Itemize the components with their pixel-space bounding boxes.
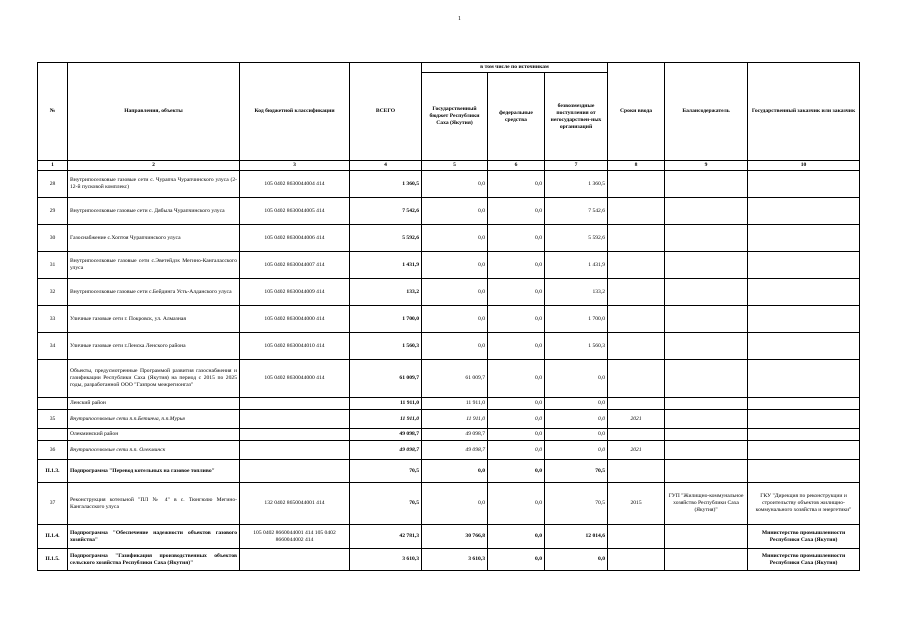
row-total: 1 360,5 bbox=[350, 171, 422, 198]
table-row bbox=[38, 333, 860, 360]
header-no: № bbox=[38, 63, 68, 161]
row-holder bbox=[665, 360, 748, 398]
row-number bbox=[38, 360, 68, 398]
row-number bbox=[38, 398, 68, 410]
row-code bbox=[240, 441, 350, 460]
row-total: 5 592,6 bbox=[350, 225, 422, 252]
row-customer bbox=[748, 306, 860, 333]
row-customer bbox=[748, 171, 860, 198]
table-row bbox=[38, 225, 860, 252]
column-number: 3 bbox=[240, 161, 350, 171]
table-row bbox=[38, 483, 860, 525]
column-number: 2 bbox=[68, 161, 240, 171]
row-holder bbox=[665, 171, 748, 198]
row-name: Подпрограмма "Газификация производственных объектов сельского хозяйства Республики Саха (Якутия)" bbox=[68, 549, 240, 571]
row-terms bbox=[608, 252, 665, 279]
row-holder bbox=[665, 279, 748, 306]
row-name: Внутрипоселковые газовые сети с. Чурапча Чурапчинского улуса (2-12-й пусковой комплекс) bbox=[68, 171, 240, 198]
page-mark: 1 bbox=[458, 16, 461, 22]
row-federal: 0,0 bbox=[488, 525, 545, 549]
header-holder: Балансодержатель bbox=[665, 63, 748, 161]
budget-table bbox=[37, 62, 860, 571]
row-terms bbox=[608, 198, 665, 225]
header-customer: Государственный заказчик или заказчик bbox=[748, 63, 860, 161]
row-name: Подпрограмма "Перевод котельных на газовое топливо" bbox=[68, 460, 240, 483]
row-gratuitous: 0,0 bbox=[545, 360, 608, 398]
row-customer bbox=[748, 398, 860, 410]
row-total: 11 911,0 bbox=[350, 410, 422, 429]
column-number: 4 bbox=[350, 161, 422, 171]
row-number bbox=[38, 429, 68, 441]
row-code bbox=[240, 460, 350, 483]
row-terms bbox=[608, 525, 665, 549]
row-customer bbox=[748, 410, 860, 429]
table-row bbox=[38, 441, 860, 460]
row-holder bbox=[665, 333, 748, 360]
row-code: 105 0402 8630044005 414 bbox=[240, 198, 350, 225]
row-customer bbox=[748, 279, 860, 306]
row-state-budget: 0,0 bbox=[422, 252, 488, 279]
table-row bbox=[38, 360, 860, 398]
row-federal: 0,0 bbox=[488, 171, 545, 198]
row-terms bbox=[608, 225, 665, 252]
table-row bbox=[38, 171, 860, 198]
row-federal: 0,0 bbox=[488, 441, 545, 460]
row-terms bbox=[608, 306, 665, 333]
table-row bbox=[38, 306, 860, 333]
row-customer bbox=[748, 333, 860, 360]
row-total: 49 098,7 bbox=[350, 429, 422, 441]
row-gratuitous: 1 360,5 bbox=[545, 171, 608, 198]
row-state-budget: 0,0 bbox=[422, 279, 488, 306]
row-total: 11 911,0 bbox=[350, 398, 422, 410]
row-gratuitous: 12 014,6 bbox=[545, 525, 608, 549]
row-code bbox=[240, 549, 350, 571]
row-name: Внутрипоселковые сети п.п. Олекминск bbox=[68, 441, 240, 460]
row-terms bbox=[608, 460, 665, 483]
row-code: 105 0402 8630044009 414 bbox=[240, 279, 350, 306]
row-code: 105 0402 8630044000 414 bbox=[240, 360, 350, 398]
row-name: Внутрипоселковые газовые сети с.Бейдинга Усть-Алданского улуса bbox=[68, 279, 240, 306]
row-name: Ленский район bbox=[68, 398, 240, 410]
row-code: 105 0402 8630044010 414 bbox=[240, 333, 350, 360]
row-customer bbox=[748, 252, 860, 279]
row-holder bbox=[665, 252, 748, 279]
row-federal: 0,0 bbox=[488, 429, 545, 441]
row-gratuitous: 0,0 bbox=[545, 410, 608, 429]
row-gratuitous: 0,0 bbox=[545, 398, 608, 410]
row-state-budget: 49 098,7 bbox=[422, 441, 488, 460]
row-state-budget: 3 610,3 bbox=[422, 549, 488, 571]
row-federal: 0,0 bbox=[488, 333, 545, 360]
column-number: 5 bbox=[422, 161, 488, 171]
row-federal: 0,0 bbox=[488, 410, 545, 429]
row-customer bbox=[748, 360, 860, 398]
row-total: 70,5 bbox=[350, 483, 422, 525]
row-total: 133,2 bbox=[350, 279, 422, 306]
row-gratuitous: 7 542,6 bbox=[545, 198, 608, 225]
row-terms bbox=[608, 429, 665, 441]
row-total: 1 431,9 bbox=[350, 252, 422, 279]
row-number: 31 bbox=[38, 252, 68, 279]
row-gratuitous: 5 592,6 bbox=[545, 225, 608, 252]
row-federal: 0,0 bbox=[488, 360, 545, 398]
row-holder bbox=[665, 306, 748, 333]
row-federal: 0,0 bbox=[488, 483, 545, 525]
row-state-budget: 30 766,8 bbox=[422, 525, 488, 549]
table-row bbox=[38, 198, 860, 225]
header-terms: Сроки ввода bbox=[608, 63, 665, 161]
row-terms bbox=[608, 398, 665, 410]
row-holder bbox=[665, 429, 748, 441]
row-gratuitous: 0,0 bbox=[545, 441, 608, 460]
row-state-budget: 61 009,7 bbox=[422, 360, 488, 398]
column-number: 6 bbox=[488, 161, 545, 171]
row-terms bbox=[608, 279, 665, 306]
row-code bbox=[240, 410, 350, 429]
row-number: 34 bbox=[38, 333, 68, 360]
table-row bbox=[38, 410, 860, 429]
row-state-budget: 0,0 bbox=[422, 198, 488, 225]
row-code bbox=[240, 398, 350, 410]
row-federal: 0,0 bbox=[488, 252, 545, 279]
row-code: 105 0402 8630044006 414 bbox=[240, 225, 350, 252]
row-name: Внутрипоселковые газовые сети с.Эветейдэх Мегино-Кангаласского улуса bbox=[68, 252, 240, 279]
row-name: Внутрипоселковые газовые сети с. Дябыла Чурапчинского улуса bbox=[68, 198, 240, 225]
header-gratuitous: безвозмездные поступления от негосударствен-ных организаций bbox=[545, 73, 608, 161]
row-holder bbox=[665, 198, 748, 225]
row-customer bbox=[748, 225, 860, 252]
row-number: 37 bbox=[38, 483, 68, 525]
row-state-budget: 11 911,0 bbox=[422, 398, 488, 410]
row-terms: 2015 bbox=[608, 483, 665, 525]
column-number: 8 bbox=[608, 161, 665, 171]
row-name: Газоснабжение с.Хоптоя Чурапчинского улуса bbox=[68, 225, 240, 252]
row-gratuitous: 1 431,9 bbox=[545, 252, 608, 279]
row-customer: ГКУ "Дирекция по реконструкции и строительству объектов жилищно-коммунального хозяйства и энергетики" bbox=[748, 483, 860, 525]
row-holder bbox=[665, 410, 748, 429]
row-code: 105 0402 8630044000 414 bbox=[240, 306, 350, 333]
row-gratuitous: 0,0 bbox=[545, 429, 608, 441]
row-customer bbox=[748, 441, 860, 460]
row-state-budget: 0,0 bbox=[422, 333, 488, 360]
row-holder bbox=[665, 225, 748, 252]
row-total: 3 610,3 bbox=[350, 549, 422, 571]
row-number: 36 bbox=[38, 441, 68, 460]
column-numbers-row bbox=[38, 161, 860, 171]
column-number: 7 bbox=[545, 161, 608, 171]
header-sources: в том числе по источникам bbox=[422, 63, 608, 73]
row-gratuitous: 133,2 bbox=[545, 279, 608, 306]
header-state-budget: Государственный бюджет Республики Саха (Якутия) bbox=[422, 73, 488, 161]
row-total: 1 700,0 bbox=[350, 306, 422, 333]
row-customer bbox=[748, 198, 860, 225]
row-total: 70,5 bbox=[350, 460, 422, 483]
row-federal: 0,0 bbox=[488, 549, 545, 571]
row-terms bbox=[608, 549, 665, 571]
row-federal: 0,0 bbox=[488, 306, 545, 333]
row-name: Уличные газовые сети г.Ленска Ленского района bbox=[68, 333, 240, 360]
table-row bbox=[38, 252, 860, 279]
row-name: Реконструкция котельной "ПЛ № 4" в с. Тюнгюлю Мегино-Кангаласского улуса bbox=[68, 483, 240, 525]
row-number: 30 bbox=[38, 225, 68, 252]
row-state-budget: 0,0 bbox=[422, 460, 488, 483]
row-code bbox=[240, 429, 350, 441]
row-number: II.1.3. bbox=[38, 460, 68, 483]
table-row bbox=[38, 398, 860, 410]
row-number: 35 bbox=[38, 410, 68, 429]
row-code: 132 0402 8650044001 414 bbox=[240, 483, 350, 525]
row-federal: 0,0 bbox=[488, 225, 545, 252]
table-row bbox=[38, 429, 860, 441]
row-state-budget: 0,0 bbox=[422, 483, 488, 525]
header-direction: Направления, объекты bbox=[68, 63, 240, 161]
row-name: Подпрограмма "Обеспечение надежности объектов газового хозяйства" bbox=[68, 525, 240, 549]
row-gratuitous: 1 560,3 bbox=[545, 333, 608, 360]
header-code: Код бюджетной классификации bbox=[240, 63, 350, 161]
row-total: 49 098,7 bbox=[350, 441, 422, 460]
row-holder bbox=[665, 525, 748, 549]
row-federal: 0,0 bbox=[488, 279, 545, 306]
table-body bbox=[38, 171, 860, 571]
row-holder bbox=[665, 398, 748, 410]
row-number: 28 bbox=[38, 171, 68, 198]
row-number: 29 bbox=[38, 198, 68, 225]
row-terms bbox=[608, 333, 665, 360]
row-customer: Министерство промышленности Республики Саха (Якутия) bbox=[748, 549, 860, 571]
row-name: Уличные газовые сети г. Покровск, ул. Алмазная bbox=[68, 306, 240, 333]
row-terms: 2021 bbox=[608, 410, 665, 429]
row-total: 61 009,7 bbox=[350, 360, 422, 398]
row-number: II.1.4. bbox=[38, 525, 68, 549]
row-code: 105 0402 8630044004 414 bbox=[240, 171, 350, 198]
row-state-budget: 0,0 bbox=[422, 306, 488, 333]
row-holder bbox=[665, 549, 748, 571]
row-total: 7 542,6 bbox=[350, 198, 422, 225]
row-gratuitous: 0,0 bbox=[545, 549, 608, 571]
row-state-budget: 11 911,0 bbox=[422, 410, 488, 429]
row-state-budget: 0,0 bbox=[422, 171, 488, 198]
row-customer bbox=[748, 460, 860, 483]
row-customer: Министерство промышленности Республики Саха (Якутия) bbox=[748, 525, 860, 549]
table-row bbox=[38, 525, 860, 549]
row-federal: 0,0 bbox=[488, 460, 545, 483]
row-federal: 0,0 bbox=[488, 198, 545, 225]
table-row bbox=[38, 279, 860, 306]
row-name: Внутрипоселковые сети п.п.Бетинча, п.п.Мурья bbox=[68, 410, 240, 429]
row-total: 1 560,3 bbox=[350, 333, 422, 360]
row-holder: ГУП "Жилищно-коммунальное хозяйство Республики Саха (Якутия)" bbox=[665, 483, 748, 525]
row-gratuitous: 70,5 bbox=[545, 483, 608, 525]
row-number: II.1.5. bbox=[38, 549, 68, 571]
column-number: 1 bbox=[38, 161, 68, 171]
row-total: 42 781,3 bbox=[350, 525, 422, 549]
row-state-budget: 49 098,7 bbox=[422, 429, 488, 441]
row-code: 105 0402 8660044001 414 105 0402 8660044002 414 bbox=[240, 525, 350, 549]
row-holder bbox=[665, 460, 748, 483]
row-holder bbox=[665, 441, 748, 460]
row-gratuitous: 70,5 bbox=[545, 460, 608, 483]
row-customer bbox=[748, 429, 860, 441]
header-total: ВСЕГО bbox=[350, 63, 422, 161]
row-gratuitous: 1 700,0 bbox=[545, 306, 608, 333]
table-row bbox=[38, 549, 860, 571]
row-number: 33 bbox=[38, 306, 68, 333]
row-terms bbox=[608, 360, 665, 398]
row-state-budget: 0,0 bbox=[422, 225, 488, 252]
row-name: Объекты, предусмотренные Программой развития газоснабжения и газификации Республики Саха (Якутия) на период с 2015 по 2025 годы, разработанной ООО "Газпром межрегионгаз" bbox=[68, 360, 240, 398]
row-terms bbox=[608, 171, 665, 198]
row-name: Олекминский район bbox=[68, 429, 240, 441]
table-row bbox=[38, 460, 860, 483]
row-federal: 0,0 bbox=[488, 398, 545, 410]
column-number: 9 bbox=[665, 161, 748, 171]
row-number: 32 bbox=[38, 279, 68, 306]
row-code: 105 0402 8630044007 414 bbox=[240, 252, 350, 279]
row-terms: 2021 bbox=[608, 441, 665, 460]
header-federal: федеральные средства bbox=[488, 73, 545, 161]
column-number: 10 bbox=[748, 161, 860, 171]
